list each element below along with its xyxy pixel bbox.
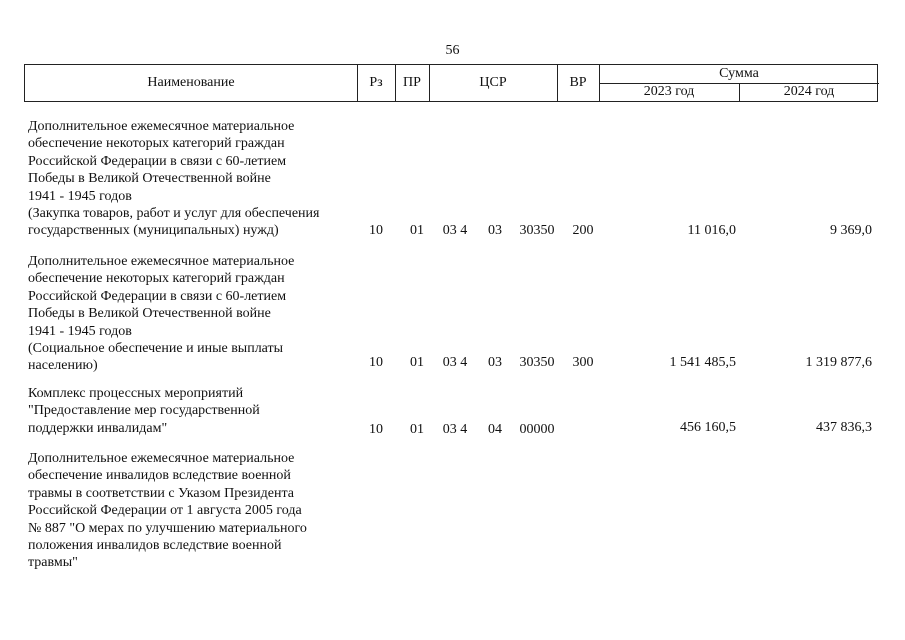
name-line: травмы в соответствии с Указом Президента [28, 485, 294, 501]
cell-sum-2024: 9 369,0 [830, 223, 872, 238]
cell-csr-subprogram: 03 [488, 355, 502, 370]
header-vr: ВР [569, 75, 587, 90]
cell-pr: 01 [410, 422, 424, 437]
name-line: Комплекс процессных мероприятий [28, 386, 244, 401]
cell-pr: 01 [410, 355, 424, 370]
header-year-2024: 2024 год [783, 84, 835, 99]
name-line: государственных (муниципальных) нужд) [28, 223, 279, 239]
name-line: "Предоставление мер государственной [28, 403, 260, 419]
name-line: обеспечение некоторых категорий граждан [28, 271, 285, 287]
row-name [28, 385, 358, 437]
cell-sum-2023: 1 541 485,5 [669, 355, 736, 370]
name-line: № 887 "О мерах по улучшению материального [28, 520, 307, 536]
name-line: Победы в Великой Отечественной войне [28, 306, 271, 322]
page-number: 56 [445, 43, 460, 58]
cell-vr: 200 [572, 223, 594, 238]
header-name: Наименование [147, 75, 235, 90]
cell-sum-2024: 437 836,3 [816, 420, 872, 435]
cell-csr-direction: 00000 [519, 422, 555, 437]
name-line: Дополнительное ежемесячное материальное [28, 119, 295, 134]
cell-csr-subprogram: 04 [488, 422, 502, 437]
header-pr: ПР [403, 75, 421, 90]
name-line: Российской Федерации в связи с 60-летием [28, 288, 287, 304]
cell-csr-program: 03 4 [442, 223, 468, 238]
cell-csr-direction: 30350 [519, 223, 555, 238]
name-line: поддержки инвалидам" [28, 420, 168, 436]
cell-sum-2024: 1 319 877,6 [805, 355, 872, 370]
row-name [28, 253, 358, 375]
cell-csr-program: 03 4 [442, 355, 468, 370]
cell-csr-direction: 30350 [519, 355, 555, 370]
name-line: положения инвалидов вследствие военной [28, 538, 282, 554]
row-name [28, 450, 358, 572]
table-header [24, 64, 878, 102]
name-line: обеспечение инвалидов вследствие военной [28, 468, 291, 484]
name-line: обеспечение некоторых категорий граждан [28, 136, 285, 152]
cell-sum-2023: 456 160,5 [680, 420, 736, 435]
cell-csr-subprogram: 03 [488, 223, 502, 238]
row-name [28, 118, 358, 240]
cell-csr-program: 03 4 [442, 422, 468, 437]
name-line: Российской Федерации в связи с 60-летием [28, 153, 287, 169]
name-line: 1941 - 1945 годов [28, 323, 132, 339]
header-year-2023: 2023 год [643, 84, 695, 99]
name-line: 1941 - 1945 годов [28, 188, 132, 204]
name-line: Дополнительное ежемесячное материальное [28, 254, 295, 269]
cell-rz: 10 [369, 422, 383, 437]
name-line: (Социальное обеспечение и иные выплаты [28, 341, 284, 357]
name-line: (Закупка товаров, работ и услуг для обеспечения [28, 206, 320, 222]
cell-pr: 01 [410, 223, 424, 238]
cell-vr: 300 [572, 355, 594, 370]
name-line: Российской Федерации от 1 августа 2005 года [28, 503, 302, 519]
cell-sum-2023: 11 016,0 [687, 223, 736, 238]
name-line: населению) [28, 358, 98, 374]
name-line: Победы в Великой Отечественной войне [28, 171, 271, 187]
cell-rz: 10 [369, 355, 383, 370]
cell-rz: 10 [369, 223, 383, 238]
name-line: травмы" [28, 555, 78, 571]
name-line: Дополнительное ежемесячное материальное [28, 451, 295, 466]
header-csr: ЦСР [479, 75, 507, 90]
header-sum: Сумма [719, 66, 759, 81]
header-rz: Рз [369, 75, 383, 90]
